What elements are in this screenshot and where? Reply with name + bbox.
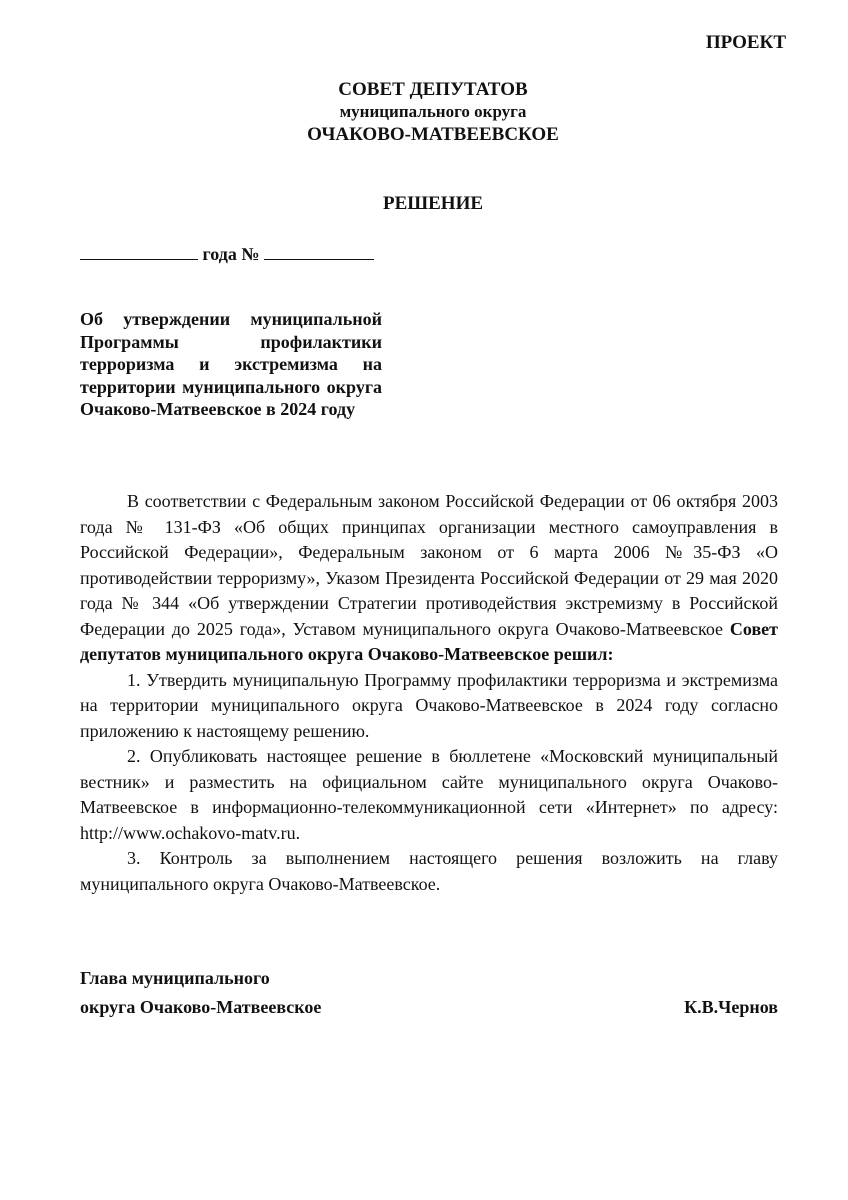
item-1: 1. Утвердить муниципальную Программу профилактики терроризма и экстремизма на территории муниципального округа Очаково-Матвеевское в 2024 году согласно приложению к настоящему решению. bbox=[80, 669, 778, 741]
draft-stamp: ПРОЕКТ bbox=[705, 32, 786, 53]
decision-body bbox=[80, 489, 778, 897]
district-name: ОЧАКОВО-МАТВЕЕВСКОЕ bbox=[307, 124, 559, 145]
signatory-name: К.В.Чернов bbox=[684, 997, 778, 1017]
item-3: 3. Контроль за выполнением настоящего решения возложить на главу муниципального округа Очаково-Матвеевское. bbox=[80, 848, 778, 894]
date-blank bbox=[80, 241, 198, 260]
signature-row bbox=[80, 993, 778, 1022]
signatory-title-line2: округа Очаково-Матвеевское bbox=[80, 997, 322, 1017]
preamble-text: В соответствии с Федеральным законом Российской Федерации от 06 октября 2003 года № 131-ФЗ «Об общих принципах организации местного самоуправления в Российской Федерации», Федеральным законом от 6 марта 2006 №35-ФЗ «О противодействии терроризму», Указом Президента Российской Федерации от 29 мая 2020 года № 344 «Об утверждении Стратегии противодействия экстремизму в Российской Федерации до 2025 года», Уставом муниципального округа Очаково-Матвеевское bbox=[80, 491, 778, 639]
decision-subject: Об утверждении муниципальной Программы профилактики терроризма и экстремизма на территории муниципального округа Очаково-Матвеевское в 2024 году bbox=[80, 309, 382, 419]
signature-block bbox=[80, 964, 778, 1022]
decision-title: РЕШЕНИЕ bbox=[382, 193, 484, 214]
number-blank bbox=[264, 241, 374, 260]
preamble-resolution: Совет депутатов муниципального округа Очаково-Матвеевское решил: bbox=[80, 618, 779, 664]
year-number-label: года № bbox=[202, 244, 260, 264]
date-number-line bbox=[80, 241, 374, 265]
item-2: 2. Опубликовать настоящее решение в бюллетене «Московский муниципальный вестник» и разместить на официальном сайте муниципального округа Очаково-Матвеевское в информационно-телекоммуникационной сети «Интернет» по адресу: http://www.ochakovo-matv.ru. bbox=[80, 746, 778, 843]
council-name: СОВЕТ ДЕПУТАТОВ bbox=[338, 79, 528, 100]
signatory-title-line1: Глава муниципального bbox=[80, 968, 270, 988]
preamble-paragraph bbox=[80, 489, 778, 668]
document-header bbox=[0, 79, 848, 147]
council-subtitle: муниципального округа bbox=[339, 102, 527, 121]
